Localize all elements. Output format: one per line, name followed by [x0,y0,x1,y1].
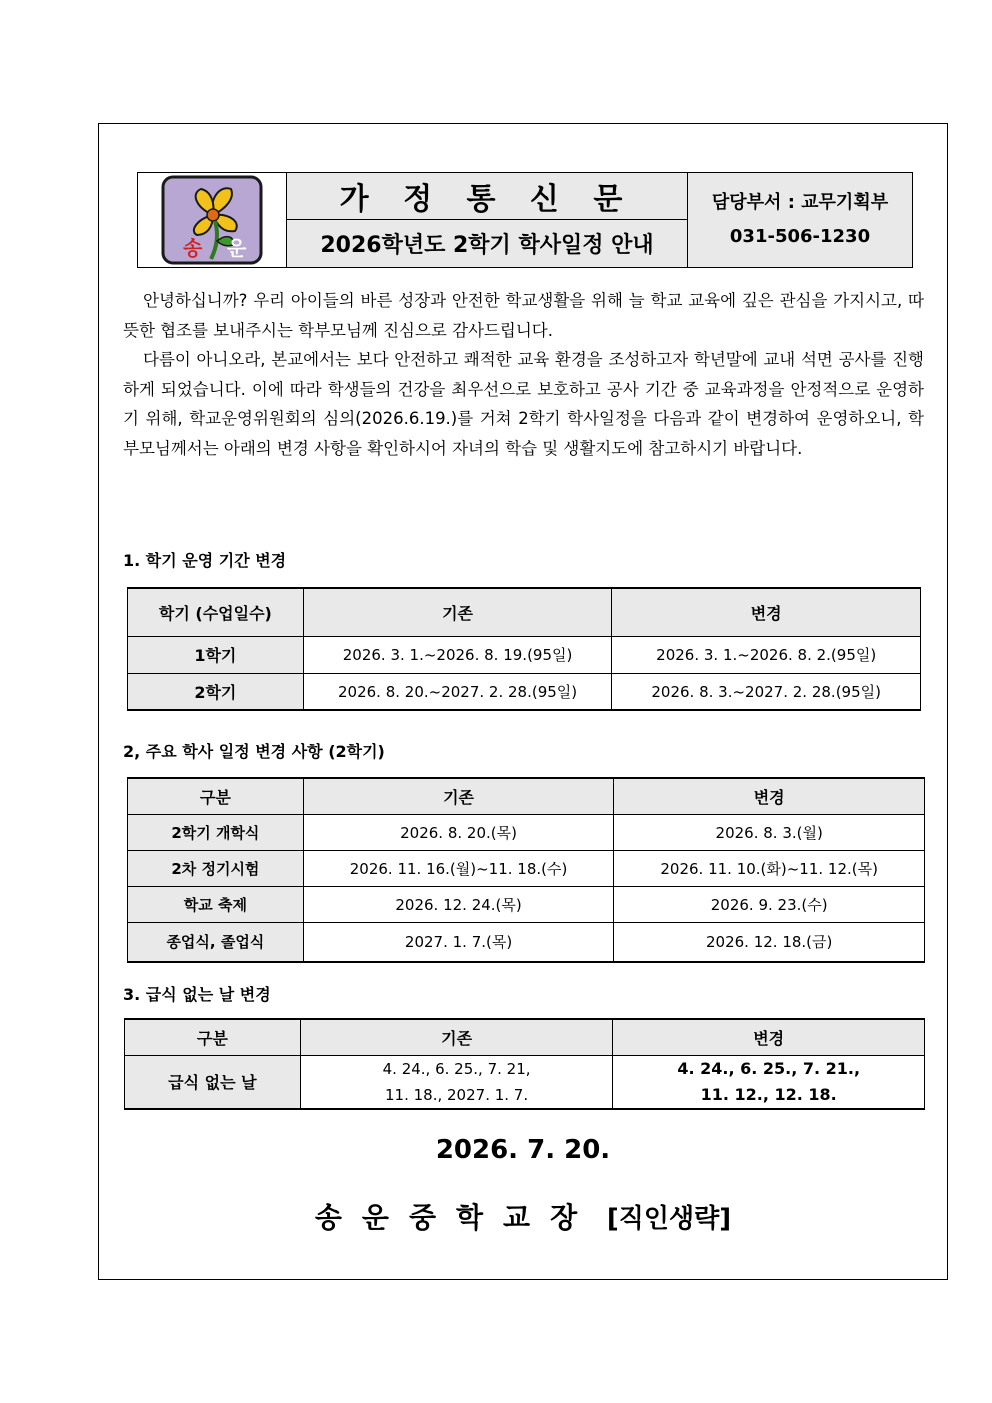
table-header-cell: 기존 [303,778,614,814]
intro-paragraph-2: 다름이 아니오라, 본교에서는 보다 안전하고 쾌적한 교육 환경을 조성하고자 학년말에 교내 석면 공사를 진행하게 되었습니다. 이에 따라 학생들의 건강을 최우선으로 보호하고 공사 기간 중 교육과정을 안정적으로 운영하기 위해, 학교운영위원회의 심의(2026.6.19.)를 거쳐 2학기 학사일정을 다음과 같이 변경하여 운영하오니, 학부모님께서는 아래의 변경 사항을 확인하시어 자녀의 학습 및 생활지도에 참고하시기 바랍니다. [123,350,924,458]
row-label: 급식 없는 날 [125,1055,301,1109]
row-label: 종업식, 졸업식 [128,922,304,962]
seal-note: [직인생략] [606,1204,732,1234]
new-value: 2026. 3. 1.~2026. 8. 2.(95일) [612,636,921,673]
semester-period-table [127,587,921,711]
schedule-change-table [127,777,925,963]
old-value: 2027. 1. 7.(목) [303,922,614,962]
new-value: 2026. 11. 10.(화)~11. 12.(목) [614,850,925,886]
table-header-cell: 변경 [614,778,925,814]
new-value: 2026. 12. 18.(금) [614,922,925,962]
section-2-title: 2, 주요 학사 일정 변경 사항 (2학기) [123,742,385,761]
table-row [128,886,925,922]
newsletter-header [137,172,913,268]
table-header-cell: 변경 [613,1019,925,1055]
table-row [128,922,925,962]
old-value: 2026. 11. 16.(월)~11. 18.(수) [303,850,614,886]
department-phone: 031-506-1230 [729,226,871,247]
table-row [128,673,921,710]
new-dates-line-1: 4. 24., 6. 25., 7. 21., [677,1058,861,1078]
svg-text:운: 운 [227,236,247,260]
table-header-cell: 기존 [300,1019,613,1055]
table-row [128,850,925,886]
school-logo-icon [161,175,263,265]
intro-paragraph-1: 안녕하십니까? 우리 아이들의 바른 성장과 안전한 학교생활을 위해 늘 학교 교육에 깊은 관심을 가지시고, 따뜻한 협조를 보내주시는 학부모님께 진심으로 감사드립니다. [123,291,924,340]
title-cell [287,173,688,267]
row-label: 2학기 개학식 [128,814,304,850]
signature-line [98,1196,948,1236]
issue-date: 2026. 7. 20. [435,1135,611,1165]
new-value: 2026. 9. 23.(수) [614,886,925,922]
table-header-row [128,778,925,814]
old-dates-line-2: 11. 18., 2027. 1. 7. [385,1085,529,1104]
table-header-cell: 기존 [303,588,612,636]
table-header-row [128,588,921,636]
table-header-row [125,1019,925,1055]
table-row [128,814,925,850]
old-value [300,1055,613,1109]
section-1-title: 1. 학기 운영 기간 변경 [123,551,287,570]
new-value: 2026. 8. 3.~2027. 2. 28.(95일) [612,673,921,710]
table-row [125,1055,925,1109]
new-dates-line-2: 11. 12., 12. 18. [700,1084,837,1104]
page-title: 가 정 통 신 문 [287,173,687,220]
table-header-cell: 구분 [128,778,304,814]
new-value: 2026. 8. 3.(월) [614,814,925,850]
table-row [128,636,921,673]
row-label: 2학기 [128,673,304,710]
page-subtitle: 2026학년도 2학기 학사일정 안내 [320,233,654,258]
intro-text [123,286,924,463]
principal-name: 송운중학교장 [314,1201,598,1234]
table-header-cell: 구분 [125,1019,301,1055]
department-label: 담당부서 : 교무기획부 [711,192,889,213]
row-label: 학교 축제 [128,886,304,922]
old-value: 2026. 8. 20.(목) [303,814,614,850]
old-value: 2026. 12. 24.(목) [303,886,614,922]
section-3-title: 3. 급식 없는 날 변경 [123,985,271,1004]
old-value: 2026. 3. 1.~2026. 8. 19.(95일) [303,636,612,673]
old-dates-line-1: 4. 24., 6. 25., 7. 21, [382,1059,531,1078]
no-meal-day-table [124,1018,925,1110]
school-logo-cell [138,173,287,267]
department-cell [688,173,912,267]
row-label: 2차 정기시험 [128,850,304,886]
new-value [613,1055,925,1109]
old-value: 2026. 8. 20.~2027. 2. 28.(95일) [303,673,612,710]
svg-text:송: 송 [183,236,203,260]
row-label: 1학기 [128,636,304,673]
table-header-cell: 학기 (수업일수) [128,588,304,636]
table-header-cell: 변경 [612,588,921,636]
